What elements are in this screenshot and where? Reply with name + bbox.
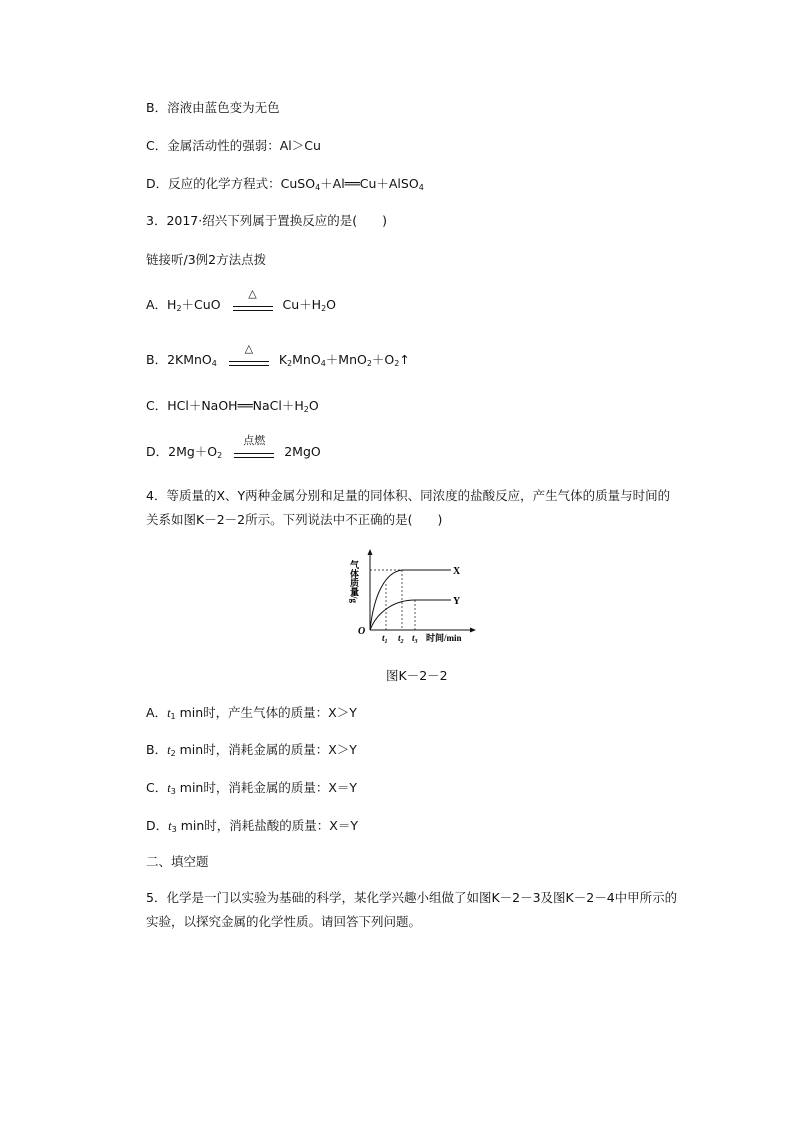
q3-option-b: B．2KMnO$_4$ △ $K_2MnO_4+MnO_2+O_2↑$	[146, 341, 410, 368]
q4-option-c: C．$t_3$ min时，消耗金属的质量：X＝Y	[146, 780, 358, 796]
y-axis-arrow	[368, 549, 373, 555]
q3-link[interactable]: 链接听/3例2方法点拨	[146, 252, 267, 267]
figure-caption: 图K－2－2	[386, 668, 448, 683]
x-axis-label: 时间/min	[426, 633, 462, 643]
reaction-condition-ignite: 点燃	[234, 444, 274, 462]
section-title-fill-blank: 二、填空题	[146, 854, 209, 869]
q2-option-b: B．溶液由蓝色变为无色	[146, 100, 280, 115]
q4-option-a: A．$t_1$ min时，产生气体的质量：X＞Y	[146, 705, 357, 721]
gas-mass-time-chart	[348, 548, 478, 648]
y-axis-label: 气体质量/g	[349, 560, 359, 604]
q3-option-d: D．$2Mg+O_2$ 点燃 2MgO	[146, 433, 321, 460]
series-x-label: X	[453, 566, 461, 577]
q2-option-d: D．反应的化学方程式：CuSO$_4$＋Al══Cu＋AlSO$_4$	[146, 176, 424, 192]
q2-option-c: C．金属活动性的强弱：Al＞Cu	[146, 138, 321, 153]
q3-option-a: A．$H_2+CuO$ △ $Cu+H_2O$	[146, 286, 337, 313]
origin-label: O	[358, 626, 366, 637]
series-y-label: Y	[453, 596, 461, 607]
q3-option-c: C．$HCl+NaOH══NaCl+H_2O$	[146, 398, 319, 414]
reaction-condition-heat: △	[233, 297, 273, 315]
q4-option-d: D．$t_3$ min时，消耗盐酸的质量：X＝Y	[146, 818, 358, 834]
tick-t2: $t_2$	[398, 633, 404, 645]
q4-option-b: B．$t_2$ min时，消耗金属的质量：X＞Y	[146, 742, 357, 758]
x-axis-arrow	[470, 628, 476, 633]
q3-stem: 3．2017·绍兴下列属于置换反应的是( )	[146, 213, 387, 228]
q4-stem: 4．等质量的X、Y两种金属分别和足量的同体积、同浓度的盐酸反应，产生气体的质量与时间的关系如图K－2－2所示。下列说法中不正确的是( )	[146, 488, 671, 527]
series-y-curve	[370, 600, 451, 630]
reaction-condition-heat: △	[229, 352, 269, 370]
tick-t1: $t_1$	[382, 633, 388, 645]
q5-stem: 5．化学是一门以实验为基础的科学，某化学兴趣小组做了如图K－2－3及图K－2－4中甲所示的实验，以探究金属的化学性质。请回答下列问题。	[146, 890, 678, 929]
tick-t3: $t_3$	[412, 633, 418, 645]
